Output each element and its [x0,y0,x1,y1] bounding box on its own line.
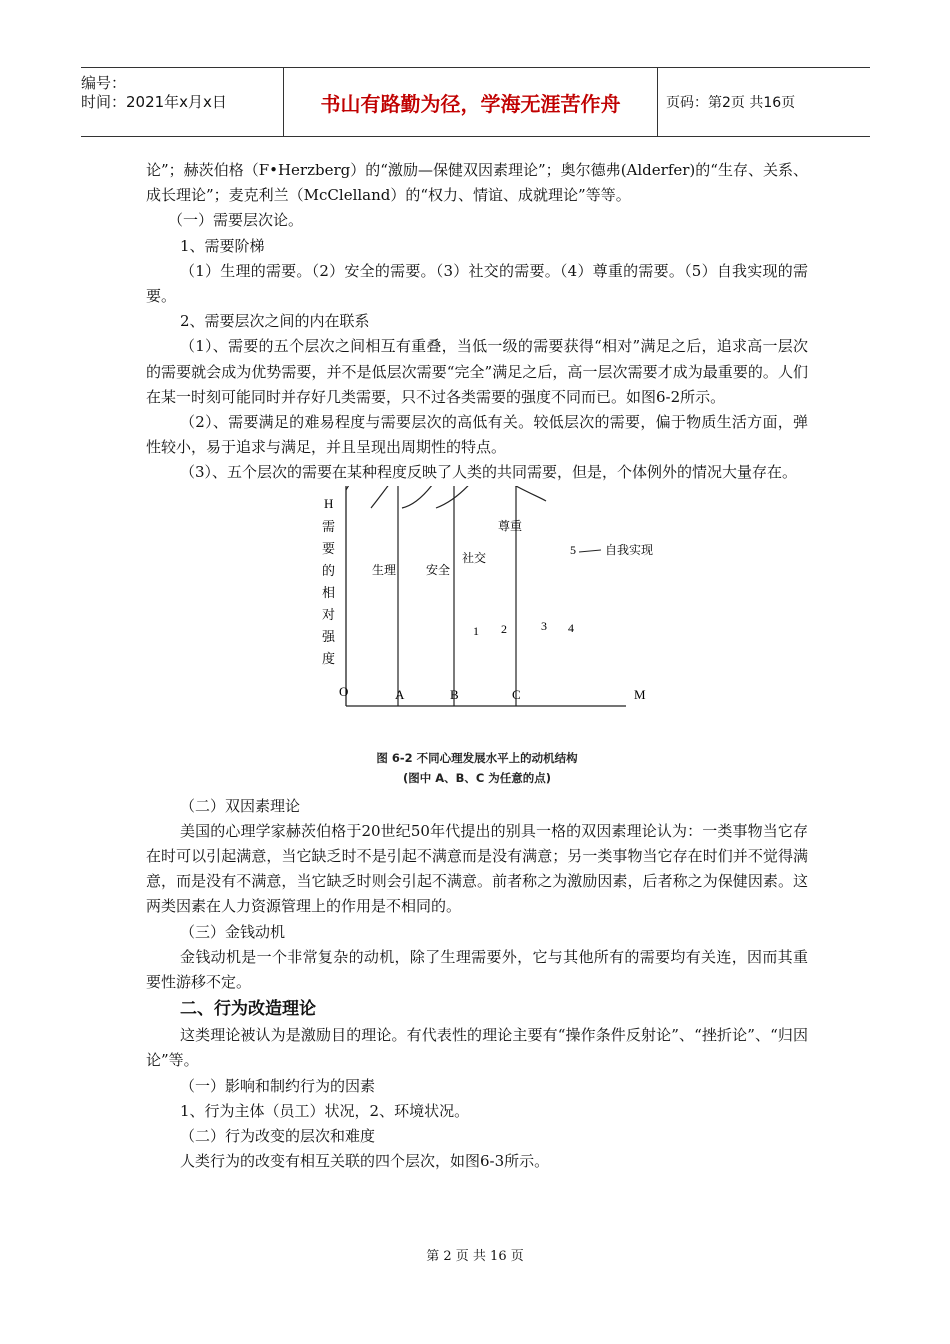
paragraph: （1）生理的需要。（2）安全的需要。（3）社交的需要。（4）尊重的需要。（5）自我实现的需要。 [146,261,808,306]
curve-label-self-actualization: 自我实现 [605,542,654,557]
page-footer: 第 2 页 共 16 页 [426,1249,524,1264]
paragraph: （1）、需要的五个层次之间相互有重叠，当低一级的需要获得“相对”满足之后，追求高一层次的需要就会成为优势需要，并不是低层次需要“完全”满足之后，高一层次需要才成为最重要的。人们在某一时刻可能同时并存好几类需要，只不过各类需要的强度不同而已。如图6-2所示。 [146,337,808,406]
x-point-c: C [512,686,521,702]
y-axis-label-char: 需 [322,519,336,535]
needs-hierarchy-figure [146,486,808,748]
section-heading: 二、行为改造理论 [180,999,316,1020]
self-actualization-leader [579,550,601,552]
curve-label-esteem: 尊重 [498,518,523,533]
paragraph: 1、行为主体（员工）状况，2、环境状况。 [180,1101,470,1120]
page-header [81,67,870,137]
subheading: （一）影响和制约行为的因素 [180,1076,376,1095]
paragraph: 人类行为的改变有相互关联的四个层次，如图6-3所示。 [180,1152,550,1171]
header-motto: 书山有路勤为径，学海无涯苦作舟 [284,68,658,136]
curve-esteem [402,486,576,508]
motivation-structure-diagram [146,486,808,748]
figure-caption-title: 图 6-2 不同心理发展水平上的动机结构 [376,750,578,765]
x-point-a: A [395,686,405,702]
y-axis-label-char: 对 [322,607,336,623]
curve-number: 4 [568,620,574,635]
y-axis-label-char: 的 [322,563,336,579]
paragraph: （2）、需要满足的难易程度与需要层次的高低有关。较低层次的需要，偏于物质生活方面，弹性较小，易于追求与满足，并且呈现出周期性的特点。 [146,413,808,457]
paragraph: 金钱动机是一个非常复杂的动机，除了生理需要外，它与其他所有的需要均有关连，因而其重要性游移不定。 [146,947,808,992]
paragraph: 这类理论被认为是激励目的理论。有代表性的理论主要有“操作条件反射论”、“挫折论”、“归因论”等。 [146,1026,808,1070]
curve-number: 5 [570,542,576,557]
paragraph: 论”；赫茨伯格（F•Herzberg）的“激励—保健双因素理论”；奥尔德弗(Alderfer)的“生存、关系、成长理论”；麦克利兰（McClelland）的“权力、情谊、成就理论”等等。 [146,161,808,205]
x-axis-letter: M [634,686,646,702]
subheading: 2、需要层次之间的内在联系 [180,312,370,331]
paragraph: 美国的心理学家赫茨伯格于20世纪50年代提出的别具一格的双因素理论认为：一类事物当它存在时可以引起满意，当它缺乏时不是引起不满意而是没有满意；另一类事物当它存在时们并不觉得满意，而是没有不满意，当它缺乏时则会引起不满意。前者称之为激励因素，后者称之为保健因素。这两类因素在人力资源管理上的作用是不相同的。 [146,821,808,916]
subheading: 1、需要阶梯 [180,236,265,255]
subheading: （二）双因素理论 [180,796,301,815]
subheading: （一）需要层次论。 [168,211,304,230]
curve-label-social: 社交 [462,550,487,565]
y-axis-label-char: 度 [322,651,336,667]
document-body [146,158,808,1174]
curve-number: 3 [541,618,547,633]
origin-label: O [339,683,349,699]
figure-caption-note: (图中 A、B、C 为任意的点) [402,770,552,785]
header-time-label: 时间：2021年x月x日 [81,93,227,111]
paragraph: （3）、五个层次的需要在某种程度反映了人类的共同需要，但是，个体例外的情况大量存在。 [180,463,798,482]
curve-label-safety: 安全 [426,562,451,577]
curve-label-physiological: 生理 [372,562,397,577]
header-meta [81,68,284,136]
y-axis-label-char: 强 [322,629,336,645]
curve-social [371,486,571,508]
y-axis-letter: H [324,495,334,511]
y-axis-label-char: 相 [322,585,336,601]
header-number-label: 编号： [81,74,127,92]
curve-number: 1 [473,623,479,638]
figure-caption [146,748,808,788]
curve-number: 2 [501,621,507,636]
x-point-b: B [450,686,459,702]
subheading: （二）行为改变的层次和难度 [180,1127,376,1146]
y-axis-label-char: 要 [322,541,336,557]
subheading: （三）金钱动机 [180,922,286,941]
header-page-info: 页码：第2页 共16页 [666,95,796,111]
